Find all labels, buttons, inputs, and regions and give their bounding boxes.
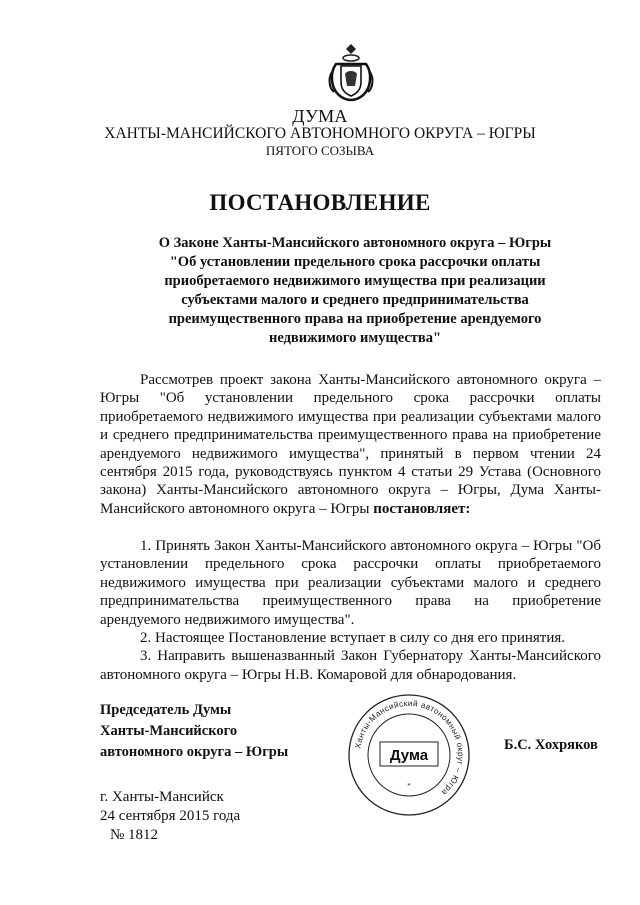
svg-text:*: * (407, 782, 411, 790)
position-line: автономного округа – Югры (100, 744, 289, 760)
subject-line: недвижимого имущества" (268, 330, 442, 346)
subject-line: субъектами малого и среднего предпринимательства (181, 292, 529, 308)
intro-text: Рассмотрев проект закона Ханты-Мансийского автономного округа – Югры "Об установлении предельного срока рассрочки оплаты приобретаемого недвижимого имущества при реализации субъектами малого и среднего предпринимательства преимущественного права на приобретение арендуемого недвижимого имущества", принятый в первом чтении 24 сентября 2015 года, руководствуясь пунктом 4 статьи 29 Устава (Основного закона) Ханты-Мансийского автономного округа – Югры, Дума Ханты-Мансийского автономного округа – Югры (100, 372, 601, 517)
intro-emphasis: постановляет: (373, 500, 471, 517)
signatory-position (100, 700, 288, 763)
resolution-item: 1. Принять Закон Ханты-Мансийского автономного округа – Югры "Об установлении предельного срока рассрочки оплаты приобретаемого недвижимого имущества при реализации субъектами малого и среднего предпринимательства преимущественного права на приобретение арендуемого недвижимого имущества". (100, 538, 601, 628)
coat-of-arms-icon (326, 42, 376, 102)
document-title: ПОСТАНОВЛЕНИЕ (209, 190, 431, 215)
footer-date: 24 сентября 2015 года (100, 808, 241, 824)
seal-center-text: Дума (389, 747, 429, 764)
official-seal-icon (346, 692, 472, 818)
resolution-item: 3. Направить вышеназванный Закон Губернатору Ханты-Мансийского автономного округа – Югры Н.В. Комаровой для обнародования. (100, 648, 601, 683)
resolution-item: 2. Настоящее Постановление вступает в силу со дня его принятия. (140, 630, 566, 647)
subject-line: преимущественного права на приобретение арендуемого (168, 311, 542, 327)
sozyv-title: ПЯТОГО СОЗЫВА (265, 143, 375, 158)
duma-title: ДУМА (292, 106, 348, 126)
position-line: Ханты-Мансийского (100, 723, 238, 739)
okrug-title: ХАНТЫ-МАНСИЙСКОГО АВТОНОМНОГО ОКРУГА – ЮГРЫ (104, 125, 536, 142)
resolution-items (100, 537, 601, 684)
intro-paragraph (100, 371, 601, 518)
document-subject (80, 234, 630, 348)
document-footer (100, 788, 240, 845)
footer-city: г. Ханты-Мансийск (100, 789, 224, 805)
footer-number: № 1812 (110, 827, 159, 843)
subject-line: "Об установлении предельного срока рассрочки оплаты (169, 254, 541, 270)
position-line: Председатель Думы (100, 702, 232, 718)
subject-line: О Законе Ханты-Мансийского автономного округа – Югры (158, 235, 552, 251)
signatory-name: Б.С. Хохряков (504, 737, 598, 753)
seal-ring-text: Ханты-Мансийский автономный округ – Югра (353, 698, 466, 798)
subject-line: приобретаемого недвижимого имущества при реализации (164, 273, 546, 289)
